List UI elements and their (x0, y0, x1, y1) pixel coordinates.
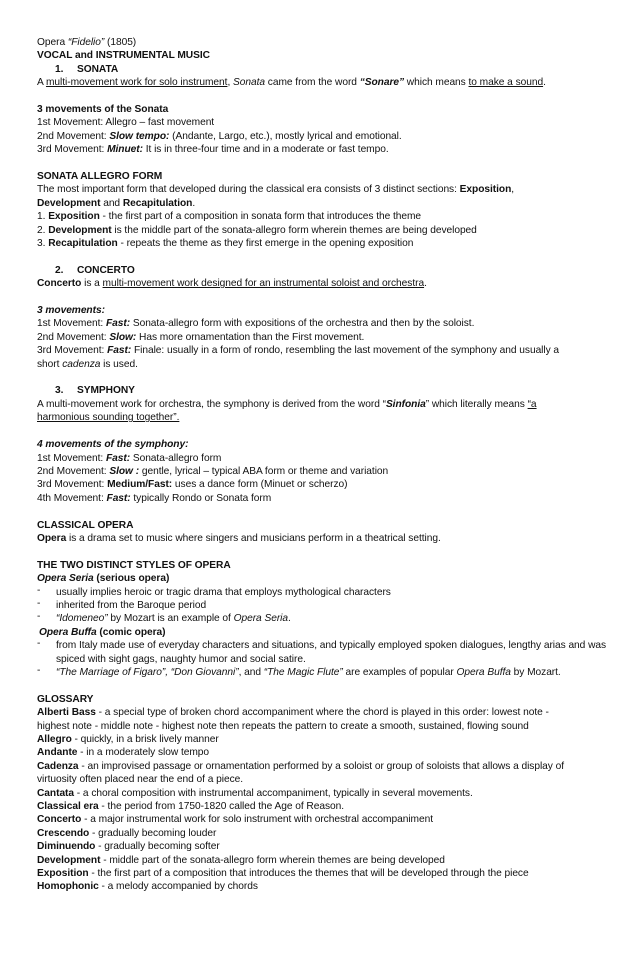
sonata-allegro-desc-1: The most important form that developed during the classical era consists of 3 distinct sections: Exposition, (37, 184, 515, 196)
glossary-entry: Classical era - the period from 1750-1820 called the Age of Reason. (37, 801, 345, 813)
spacer (37, 157, 608, 170)
glossary-heading: GLOSSARY (37, 693, 94, 705)
symphony-intro-1: A multi-movement work for orchestra, the symphony is derived from the word “Sinfonia” which literally means “a (37, 398, 537, 410)
list-item: - “Idomeneo” by Mozart is an example of Opera Seria. (37, 611, 291, 625)
spacer (37, 250, 608, 263)
opera-fidelio-line (37, 36, 608, 49)
sonata-intro: A multi-movement work for solo instrument, Sonata came from the word “Sonare” which means to make a sound. (37, 77, 546, 89)
symphony-heading: 3. SYMPHONY (55, 385, 135, 397)
glossary-entry: Concerto - a major instrumental work for solo instrument with orchestral accompaniment (37, 814, 433, 826)
sonata-movement-2: 2nd Movement: Slow tempo: (Andante, Largo, etc.), mostly lyrical and emotional. (37, 130, 402, 142)
glossary-entry-cont: highest note - middle note - highest note then repeats the pattern to create a smooth, sustained, flowing sound (37, 720, 529, 732)
concerto-movements-heading: 3 movements: (37, 305, 105, 317)
sonata-movement-3: 3rd Movement: Minuet: It is in three-four time and in a moderate or fast tempo. (37, 144, 389, 156)
glossary-entry: Cantata - a choral composition with instrumental accompaniment, typically in several movements. (37, 787, 473, 799)
opera-year: (1805) (104, 37, 137, 48)
sonata-movements-heading: 3 movements of the Sonata (37, 104, 169, 116)
list-item: - inherited from the Baroque period (37, 597, 207, 611)
sonata-allegro-part-2: 2. Development is the middle part of the sonata-allegro form wherein themes are being developed (37, 224, 477, 236)
glossary-entry: Homophonic - a melody accompanied by chords (37, 881, 258, 893)
glossary-entry: Diminuendo - gradually becoming softer (37, 841, 220, 853)
classical-opera-heading: CLASSICAL OPERA (37, 519, 134, 531)
spacer (37, 679, 608, 692)
concerto-heading: 2. CONCERTO (55, 264, 135, 276)
opera-buffa-heading: Opera Buffa (comic opera) (39, 626, 166, 638)
glossary-entry: Andante - in a moderately slow tempo (37, 747, 210, 759)
opera-title: “Fidelio” (67, 37, 105, 48)
list-item: - from Italy made use of everyday characters and situations, and typically employed spoken dialogues, lengthy arias and was spiced with sight gags, naughty humor and social satire. (37, 638, 607, 665)
symphony-movement-4: 4th Movement: Fast: typically Rondo or Sonata form (37, 492, 272, 504)
spacer (37, 545, 608, 558)
symphony-movement-1: 1st Movement: Fast: Sonata-allegro form (37, 452, 222, 464)
concerto-movement-3-cont: short cadenza is used. (37, 358, 138, 370)
list-item: - “The Marriage of Figaro”, “Don Giovanni”, and “The Magic Flute” are examples of popular Opera Buffa by Mozart. (37, 664, 561, 678)
sonata-allegro-desc-2: Development and Recapitulation. (37, 197, 196, 209)
spacer (37, 425, 608, 438)
symphony-movement-3: 3rd Movement: Medium/Fast: uses a dance form (Minuet or scherzo) (37, 479, 348, 491)
classical-opera-desc: Opera is a drama set to music where singers and musicians perform in a theatrical setting. (37, 532, 441, 544)
sonata-heading: 1. SONATA (55, 63, 119, 75)
spacer (37, 291, 608, 304)
spacer (37, 90, 608, 103)
sonata-allegro-part-3: 3. Recapitulation - repeats the theme as they first emerge in the opening exposition (37, 238, 414, 250)
glossary-entry: Allegro - quickly, in a brisk lively manner (37, 733, 219, 745)
symphony-intro-2: harmonious sounding together”. (37, 412, 180, 424)
text: Opera (37, 37, 68, 48)
sonata-allegro-part-1: 1. Exposition - the first part of a composition in sonata form that introduces the theme (37, 211, 422, 223)
concerto-movement-3: 3rd Movement: Fast: Finale: usually in a form of rondo, resembling the last movement of the symphony and usually a (37, 345, 560, 357)
symphony-movement-2: 2nd Movement: Slow : gentle, lyrical – typical ABA form or theme and variation (37, 465, 389, 477)
spacer (37, 505, 608, 518)
glossary-entry: Exposition - the first part of a composition that introduces the themes that will be developed through the piece (37, 868, 529, 880)
glossary-entry: Development - middle part of the sonata-allegro form wherein themes are being developed (37, 854, 445, 866)
sonata-allegro-heading: SONATA ALLEGRO FORM (37, 171, 163, 183)
opera-styles-heading: THE TWO DISTINCT STYLES OF OPERA (37, 559, 231, 571)
symphony-movements-heading: 4 movements of the symphony: (37, 439, 189, 451)
section-title: VOCAL and INSTRUMENTAL MUSIC (37, 50, 210, 62)
spacer (37, 371, 608, 384)
list-item: - usually implies heroic or tragic drama that employs mythological characters (37, 584, 391, 598)
concerto-movement-2: 2nd Movement: Slow: Has more ornamentation than the First movement. (37, 331, 365, 343)
glossary-entry: Cadenza - an improvised passage or ornamentation performed by a soloist or group of soloists that allows a display of (37, 760, 564, 772)
sonata-movement-1: 1st Movement: Allegro – fast movement (37, 117, 215, 129)
glossary-entry-cont: virtuosity often placed near the end of a piece. (37, 774, 244, 786)
glossary-entry: Crescendo - gradually becoming louder (37, 827, 217, 839)
glossary-entry: Alberti Bass - a special type of broken chord accompaniment where the chord is played in this order: lowest note - (37, 707, 549, 719)
concerto-intro: Concerto is a multi-movement work designed for an instrumental soloist and orchestra. (37, 278, 427, 290)
concerto-movement-1: 1st Movement: Fast: Sonata-allegro form with expositions of the orchestra and then by the soloist. (37, 318, 475, 330)
opera-seria-heading: Opera Seria (serious opera) (37, 573, 170, 585)
